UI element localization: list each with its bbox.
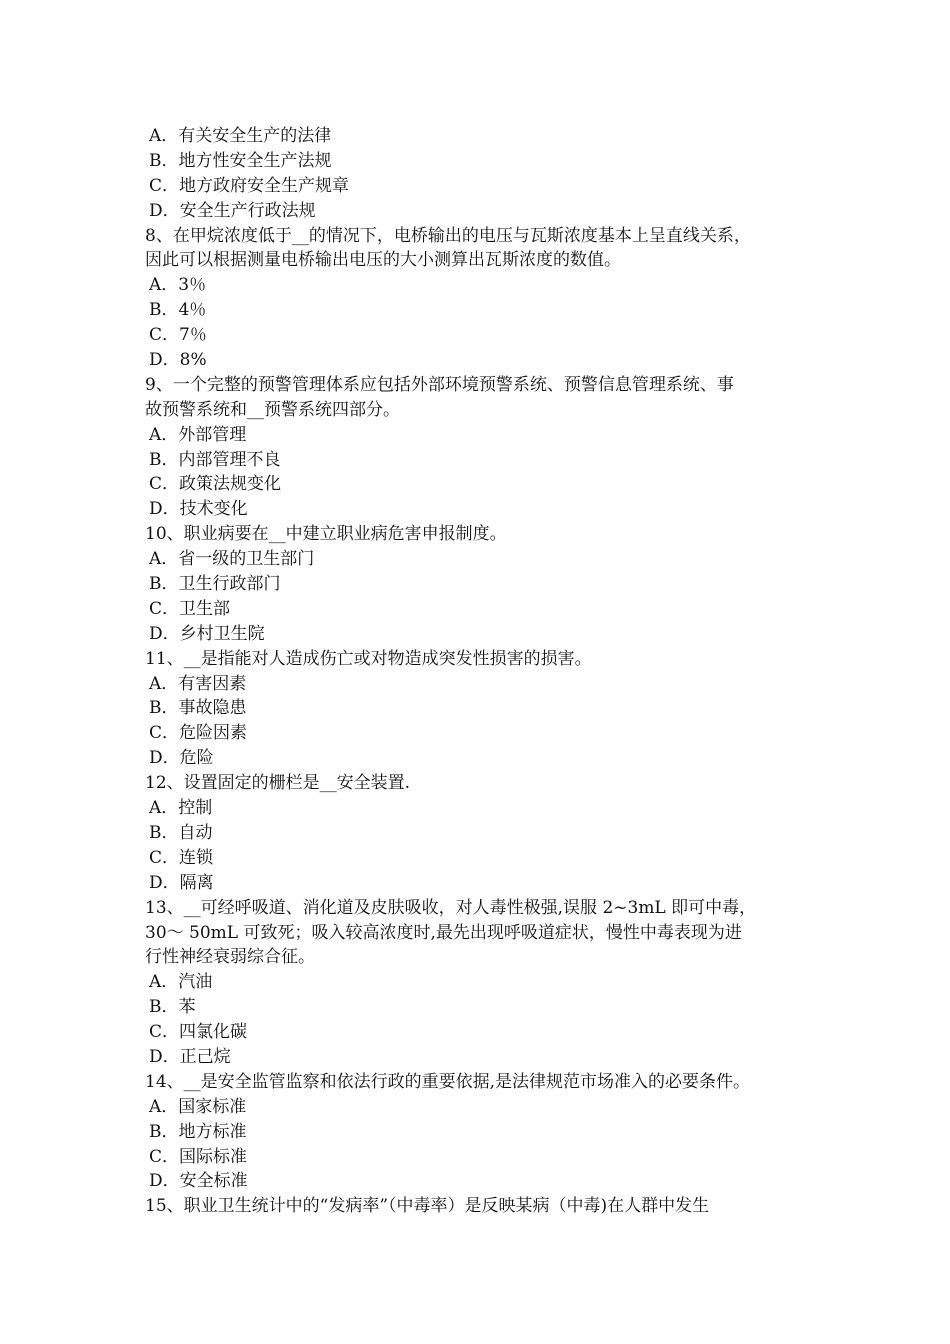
- question-text-line: 11、__是指能对人造成伤亡或对物造成突发性损害的损害。: [145, 648, 592, 669]
- question-text-line: 因此可以根据测量电桥输出电压的大小测算出瓦斯浓度的数值。: [145, 250, 621, 271]
- question-text-line: 13、__可经呼吸道、消化道及皮肤吸收，对人毒性极强,误服 2~3mL 即可中毒，: [145, 897, 757, 918]
- answer-option-line: D．安全生产行政法规: [149, 200, 316, 221]
- answer-option-line: D．8%: [149, 350, 207, 371]
- answer-option-line: D．安全标准: [149, 1171, 248, 1192]
- answer-option-line: A．3％: [149, 275, 207, 296]
- answer-option-line: A．汽油: [149, 972, 213, 993]
- answer-option-line: C．四氯化碳: [149, 1022, 248, 1043]
- answer-option-line: B．卫生行政部门: [149, 574, 281, 595]
- question-text-line: 9、一个完整的预警管理体系应包括外部环境预警系统、预警信息管理系统、事: [145, 374, 734, 395]
- answer-option-line: B．自动: [149, 822, 213, 843]
- answer-option-line: B．苯: [149, 997, 196, 1018]
- document-body: [145, 124, 825, 1219]
- answer-option-line: D．正己烷: [149, 1046, 231, 1067]
- answer-option-line: C．国际标准: [149, 1146, 248, 1167]
- answer-option-line: D．乡村卫生院: [149, 623, 265, 644]
- answer-option-line: C．连锁: [149, 847, 214, 868]
- answer-option-line: D．技术变化: [149, 499, 248, 520]
- answer-option-line: A．国家标准: [149, 1096, 247, 1117]
- answer-option-line: B．内部管理不良: [149, 449, 281, 470]
- answer-option-line: A．外部管理: [149, 424, 247, 445]
- question-text-line: 30～ 50mL 可致死；吸入较高浓度时,最先出现呼吸道症状，慢性中毒表现为进: [145, 922, 742, 943]
- answer-option-line: A．控制: [149, 798, 213, 819]
- answer-option-line: D．危险: [149, 748, 214, 769]
- question-text-line: 12、设置固定的栅栏是__安全装置.: [145, 773, 411, 794]
- answer-option-line: D．隔离: [149, 872, 214, 893]
- answer-option-line: B．地方标准: [149, 1121, 247, 1142]
- answer-option-line: C．地方政府安全生产规章: [149, 175, 350, 196]
- answer-option-line: A．有关安全生产的法律: [149, 126, 332, 146]
- answer-option-line: B．事故隐患: [149, 698, 247, 719]
- answer-option-line: C．政策法规变化: [149, 474, 282, 495]
- answer-option-line: A．省一级的卫生部门: [149, 549, 315, 570]
- answer-option-line: C．危险因素: [149, 723, 248, 744]
- answer-option-line: C．7％: [149, 325, 207, 346]
- question-text-line: 故预警系统和__预警系统四部分。: [145, 399, 400, 420]
- question-text-line: 14、__是安全监管监察和依法行政的重要依据,是法律规范市场准入的必要条件。: [145, 1071, 751, 1092]
- question-text-line: 15、职业卫生统计中的“发病率”（中毒率）是反映某病（中毒)在人群中发生: [145, 1196, 710, 1217]
- answer-option-line: B．地方性安全生产法规: [149, 150, 332, 171]
- answer-option-line: B．4％: [149, 300, 207, 321]
- question-text-line: 行性神经衰弱综合征。: [145, 947, 315, 968]
- answer-option-line: A．有害因素: [149, 673, 247, 694]
- question-text-line: 8、在甲烷浓度低于__的情况下，电桥输出的电压与瓦斯浓度基本上呈直线关系，: [145, 225, 751, 246]
- answer-option-line: C．卫生部: [149, 598, 231, 619]
- question-text-line: 10、职业病要在__中建立职业病危害申报制度。: [145, 524, 507, 545]
